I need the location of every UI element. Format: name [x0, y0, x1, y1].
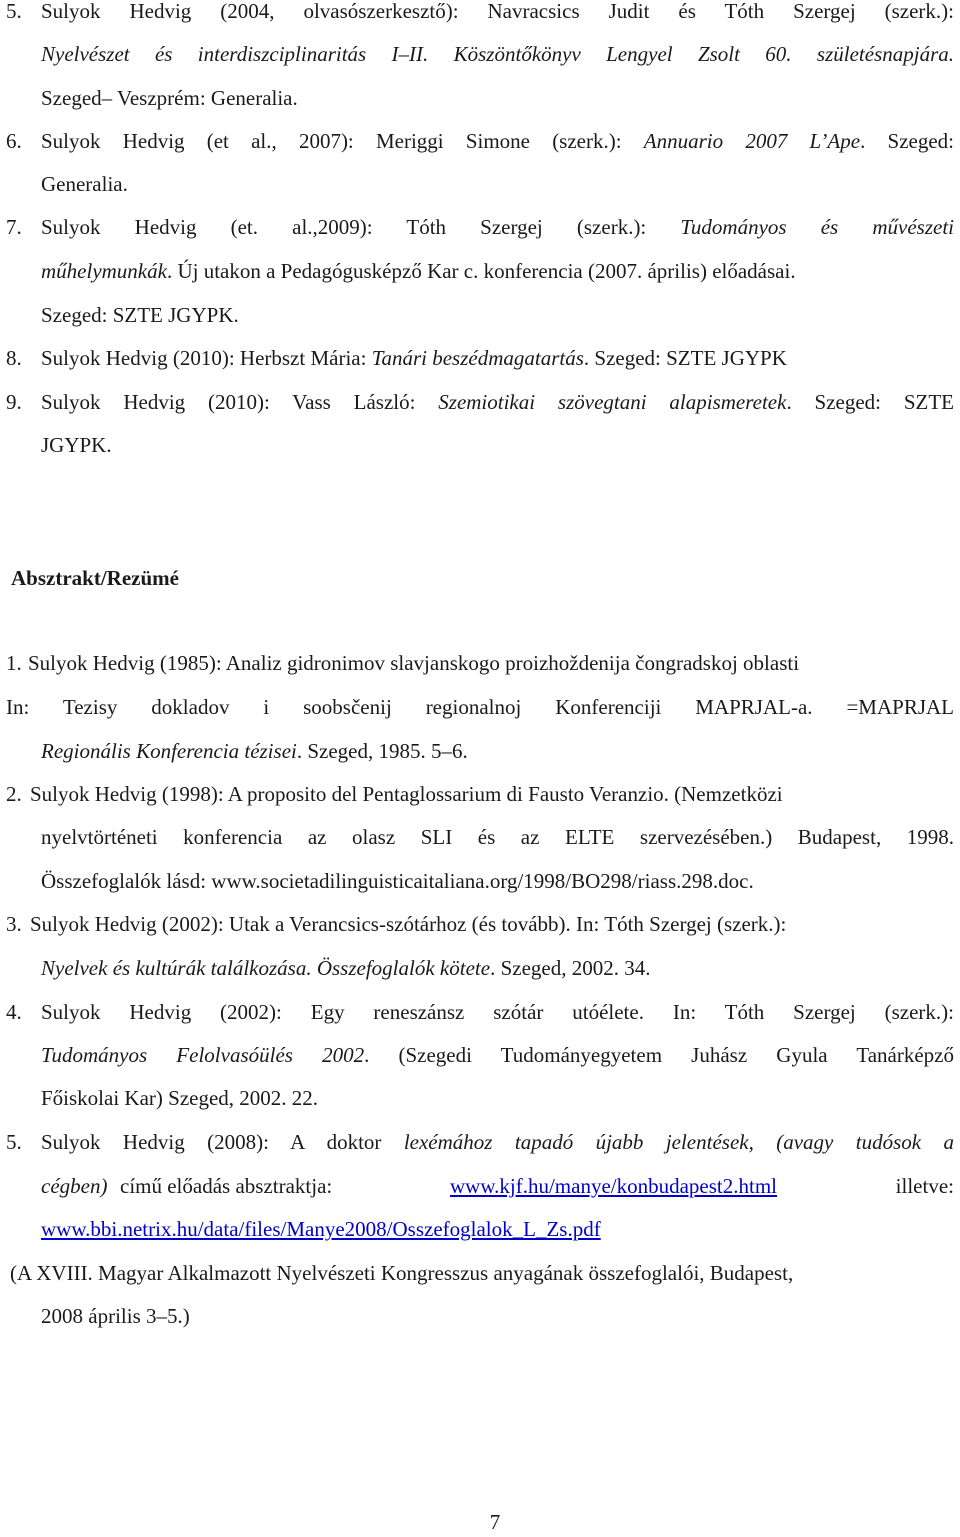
abs-5-line-3: [0, 1214, 960, 1244]
pub-5-line-1: [0, 0, 960, 26]
abs-1-line-2: [0, 692, 960, 722]
abs-1-text-3: [41, 736, 954, 766]
abs-4-text: Sulyok Hedvig (2002): Egy reneszánsz szótár utóélete. In: Tóth Szergej (szerk.):: [41, 1000, 954, 1024]
pub-5-publisher: Szeged– Veszprém: Generalia.: [41, 86, 298, 110]
pub-7-title-a: Tudományos és művészeti: [680, 215, 954, 239]
abs-3-number: 3.: [6, 912, 22, 936]
pub-7-line-1: [0, 212, 960, 242]
pub-6-place: . Szeged:: [860, 129, 954, 153]
abs-5-authors: Sulyok Hedvig (2008): A doktor: [41, 1130, 404, 1154]
abs-4-line-3: [0, 1083, 960, 1113]
abs-5-link-2[interactable]: www.bbi.netrix.hu/data/files/Manye2008/Osszefoglalok_L_Zs.pdf: [41, 1217, 601, 1241]
pub-5-line-2: [0, 39, 960, 69]
abs-5-or: illetve:: [895, 1174, 954, 1198]
pub-6-authors: Sulyok Hedvig (et al., 2007): Meriggi Simone (szerk.):: [41, 129, 644, 153]
abs-5-title-a: lexémához tapadó újabb jelentések, (avagy tudósok a: [403, 1130, 955, 1154]
abs-5-desc: című előadás absztraktja:: [120, 1174, 333, 1198]
pub-7-text: [41, 212, 954, 242]
pub-8-line-1: [0, 343, 960, 373]
pub-6-publisher: Generalia.: [41, 172, 128, 196]
pub-9-title: Szemiotikai szövegtani alapismeretek: [438, 390, 787, 414]
abs-1-source: In: Tezisy dokladov i soobsčenij regionalnoj Konferenciji MAPRJAL-a. =MAPRJAL: [6, 695, 954, 719]
pub-5-text: Sulyok Hedvig (2004, olvasószerkesztő): Navracsics Judit és Tóth Szergej (szerk.):: [41, 0, 954, 23]
abs-3-place: . Szeged, 2002. 34.: [490, 956, 651, 980]
abs-3-line-2: [0, 953, 960, 983]
pub-7-title-b: műhelymunkák: [41, 259, 167, 283]
abs-4-title: Tudományos Felolvasóülés 2002: [41, 1043, 365, 1067]
pub-5-title: Nyelvészet és interdiszciplinaritás I–II. Köszöntőkönyv Lengyel Zsolt 60. születésnapjára.: [41, 42, 954, 66]
abs-5-line-2: [0, 1171, 960, 1201]
pub-7-conference: . Új utakon a Pedagógusképző Kar c. konferencia (2007. április) előadásai.: [166, 259, 796, 283]
abs-4-line-2: [0, 1040, 960, 1070]
abs-2-line-3: [0, 866, 960, 896]
abs-1-number: 1.: [6, 651, 22, 675]
abs-3-line-1: [0, 909, 960, 939]
pub-9-text: [41, 387, 954, 417]
abs-2-line-2: [0, 822, 960, 852]
pub-5-number: 5.: [6, 0, 22, 23]
abs-1-text: Sulyok Hedvig (1985): Analiz gidronimov slavjanskogo proizhoždenija čongradskoj oblasti: [28, 651, 800, 675]
pub-6-line-2: [0, 169, 960, 199]
pub-8-title: Tanári beszédmagatartás: [371, 346, 584, 370]
abs-3-text: Sulyok Hedvig (2002): Utak a Verancsics-szótárhoz (és tovább). In: Tóth Szergej (szerk.):: [30, 912, 787, 936]
abs-2-text-2: nyelvtörténeti konferencia az olasz SLI és az ELTE szervezésében.) Budapest, 1998.: [41, 825, 954, 849]
abs-5-number: 5.: [6, 1130, 22, 1154]
abs-1-line-3: [0, 736, 960, 766]
pub-6-title: Annuario 2007 L’Ape: [643, 129, 861, 153]
pub-9-line-2: [0, 430, 960, 460]
abs-2-text: Sulyok Hedvig (1998): A proposito del Pentaglossarium di Fausto Veranzio. (Nemzetközi: [30, 782, 783, 806]
pub-9-number: 9.: [6, 390, 22, 414]
abs-1-place: . Szeged, 1985. 5–6.: [296, 739, 468, 763]
abstracts-heading: Absztrakt/Rezümé: [11, 566, 179, 590]
note-text: (A XVIII. Magyar Alkalmazott Nyelvészeti Kongresszus anyagának összefoglalói, Budapest,: [10, 1261, 794, 1285]
abs-2-text-3: Összefoglalók lásd: www.societadilinguisticaitaliana.org/1998/BO298/riass.298.doc.: [41, 869, 754, 893]
abs-5-line-1: [0, 1127, 960, 1157]
abs-2-line-1: [0, 779, 960, 809]
page-number: 7: [489, 1510, 501, 1534]
pub-7-text-2: [41, 256, 954, 286]
abs-5-link-1[interactable]: www.kjf.hu/manye/konbudapest2.html: [450, 1174, 778, 1198]
abs-3-title: Nyelvek és kultúrák találkozása. Összefoglalók kötete: [41, 956, 491, 980]
abs-4-line-1: [0, 997, 960, 1027]
pub-6-line-1: [0, 126, 960, 156]
abs-1-line-1: [0, 648, 960, 678]
abs-2-number: 2.: [6, 782, 22, 806]
pub-7-line-3: [0, 300, 960, 330]
pub-7-publisher: Szeged: SZTE JGYPK.: [41, 303, 239, 327]
pub-8-number: 8.: [6, 346, 22, 370]
pub-6-number: 6.: [6, 129, 22, 153]
note-text-2: 2008 április 3–5.): [41, 1304, 190, 1328]
pub-7-authors: Sulyok Hedvig (et. al.,2009): Tóth Szergej (szerk.):: [41, 215, 681, 239]
abs-3-text-2: [41, 953, 954, 983]
abs-4-number: 4.: [6, 1000, 22, 1024]
note-line-1: [0, 1258, 960, 1288]
pub-8-text: [41, 343, 954, 373]
pub-9-publisher: JGYPK.: [41, 433, 112, 457]
abs-5-title-b: cégben): [41, 1174, 108, 1198]
pub-8-authors: Sulyok Hedvig (2010): Herbszt Mária:: [41, 346, 372, 370]
pub-9-authors: Sulyok Hedvig (2010): Vass László:: [41, 390, 439, 414]
note-line-2: [0, 1301, 960, 1331]
abs-5-text: [41, 1127, 954, 1157]
abs-4-institution: . (Szegedi Tudományegyetem Juhász Gyula Tanárképző: [364, 1043, 954, 1067]
pub-7-line-2: [0, 256, 960, 286]
abs-4-text-2: [41, 1040, 954, 1070]
pub-7-number: 7.: [6, 215, 22, 239]
pub-8-publisher: . Szeged: SZTE JGYPK: [583, 346, 787, 370]
pub-9-place: . Szeged: SZTE: [786, 390, 954, 414]
abs-1-title: Regionális Konferencia tézisei: [41, 739, 297, 763]
pub-9-line-1: [0, 387, 960, 417]
pub-5-line-3: [0, 83, 960, 113]
abs-4-text-3: Főiskolai Kar) Szeged, 2002. 22.: [41, 1086, 319, 1110]
pub-6-text: [41, 126, 954, 156]
